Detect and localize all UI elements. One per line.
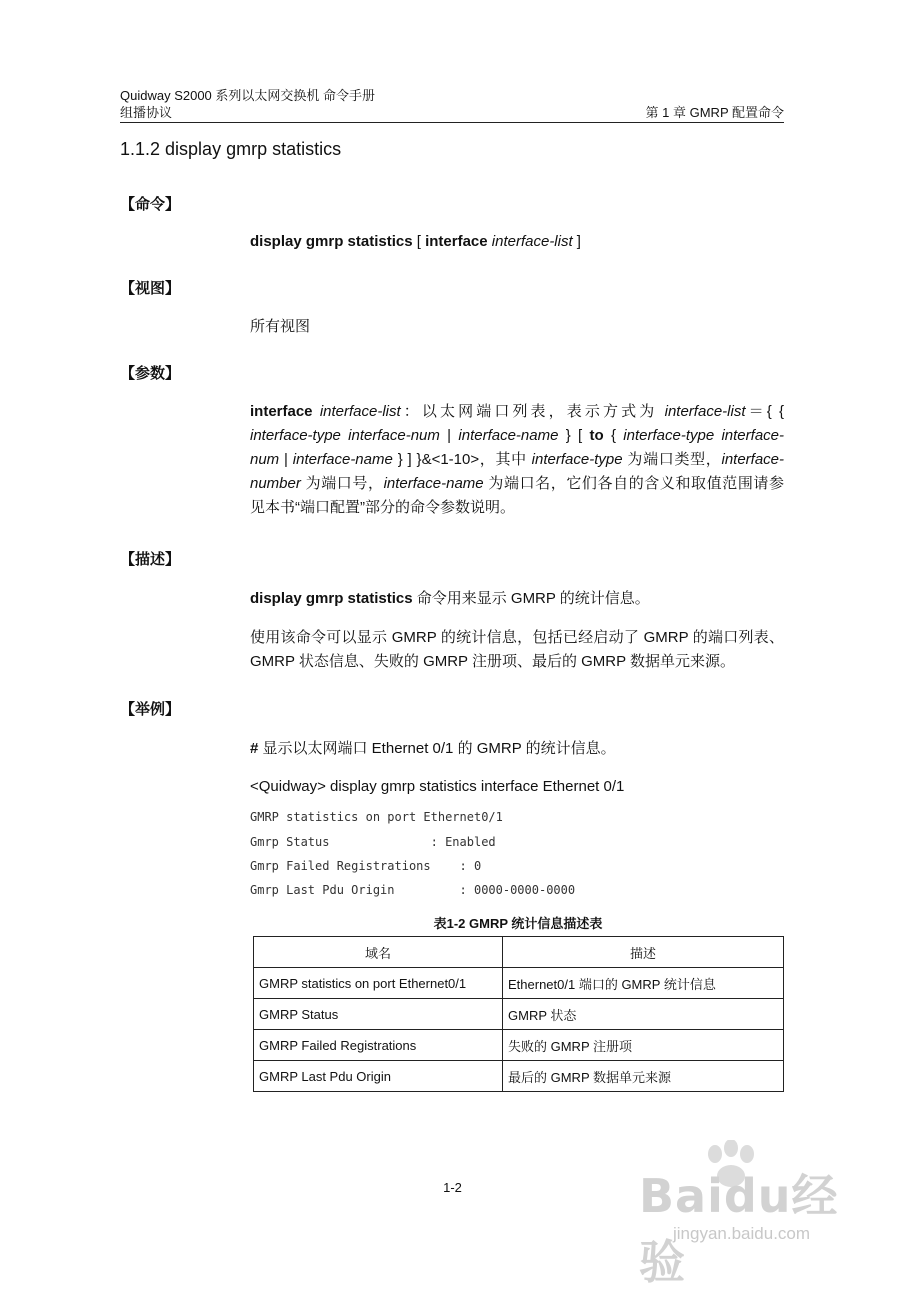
param-text: ：以太网端口列表，表示方式为 [400,403,665,420]
description-paragraph-2: 使用该命令可以显示 GMRP 的统计信息，包括已经启动了 GMRP 的端口列表、GMRP 状态信息、失败的 GMRP 注册项、最后的 GMRP 数据单元来源。 [250,629,784,670]
table-cell-description: 失败的 GMRP 注册项 [503,1030,784,1061]
description-text: 命令用来显示 GMRP 的统计信息。 [412,590,650,607]
param-arg: interface-name [292,451,393,468]
command-heading: 【命令】 [120,196,181,213]
example-comment [250,737,784,761]
param-arg: interface-type interface-num [250,427,784,468]
table-cell-field: GMRP Last Pdu Origin [254,1061,503,1092]
command-keyword-interface: interface [425,233,488,250]
example-output-line: Gmrp Status : Enabled [250,835,496,849]
header-doc-title: Quidway S2000 系列以太网交换机 命令手册 [120,88,376,103]
params-heading: 【参数】 [120,365,181,382]
example-output-line: Gmrp Last Pdu Origin : 0000-0000-0000 [250,883,576,897]
example-hash: # [250,740,259,757]
table-row [254,968,784,999]
param-text: 为端口类型， [622,451,722,468]
command-arg-interface-list: interface-list [491,233,573,250]
param-arg: interface-name [383,475,484,492]
table-row [254,1030,784,1061]
param-text: 为端口名，它们各自的含义和取值范围请参见本书“端口配置”部分的命令参数说明。 [250,475,785,516]
statistics-table [253,936,784,1092]
baidu-watermark [635,1140,855,1289]
param-text: | [439,427,459,444]
example-output-line: GMRP statistics on port Ethernet0/1 [250,810,503,824]
example-command-line: <Quidway> display gmrp statistics interface Ethernet 0/1 [250,778,625,795]
header-chapter-topic: 组播协议 [120,105,173,120]
params-paragraph [250,400,784,520]
param-arg: interface-list [664,403,746,420]
command-bracket-open: [ [412,233,426,250]
param-text: 为端口号， [300,475,384,492]
page-number: 1-2 [443,1180,462,1195]
param-text: { [603,427,624,444]
table-header-cell: 描述 [503,937,784,968]
table-caption: 表1-2 GMRP 统计信息描述表 [433,916,603,931]
watermark-url: jingyan.baidu.com [673,1224,811,1243]
param-arg: interface-type [531,451,623,468]
table-cell-description: GMRP 状态 [503,999,784,1030]
view-text: 所有视图 [250,318,311,335]
param-arg: interface-name [458,427,559,444]
param-arg: interface-type interface-num [250,427,440,444]
example-heading: 【举例】 [120,701,181,718]
param-keyword: interface [250,403,313,420]
description-paragraph-1 [250,587,784,611]
example-output-line: Gmrp Failed Registrations : 0 [250,859,482,873]
header-chapter: 第 1 章 GMRP 配置命令 [645,105,784,120]
command-bracket-close: ] [572,233,581,250]
table-header-cell: 域名 [254,937,503,968]
example-comment-text: 显示以太网端口 Ethernet 0/1 的 GMRP 的统计信息。 [258,740,616,757]
param-keyword: to [589,427,604,444]
param-text: ＝{ { [745,403,785,420]
table-cell-field: GMRP statistics on port Ethernet0/1 [254,968,503,999]
header-rule [120,122,784,123]
table-header-row [254,937,784,968]
command-name: display gmrp statistics [250,233,413,250]
table-cell-description: 最后的 GMRP 数据单元来源 [503,1061,784,1092]
table-cell-description: Ethernet0/1 端口的 GMRP 统计信息 [503,968,784,999]
table-cell-field: GMRP Status [254,999,503,1030]
description-command: display gmrp statistics [250,590,413,607]
param-text: } ] }&<1-10>，其中 [392,451,532,468]
table-cell-field: GMRP Failed Registrations [254,1030,503,1061]
table-row [254,999,784,1030]
param-text [313,403,320,420]
section-title: 1.1.2 display gmrp statistics [120,139,342,159]
command-syntax [250,230,784,254]
view-heading: 【视图】 [120,280,181,297]
description-heading: 【描述】 [120,551,181,568]
watermark-logo: Baidu经验 [639,1169,839,1289]
param-text: } [ [558,427,590,444]
param-arg: interface-number [250,451,785,492]
param-arg: interface-list [319,403,401,420]
table-row [254,1061,784,1092]
param-text: | [279,451,293,468]
